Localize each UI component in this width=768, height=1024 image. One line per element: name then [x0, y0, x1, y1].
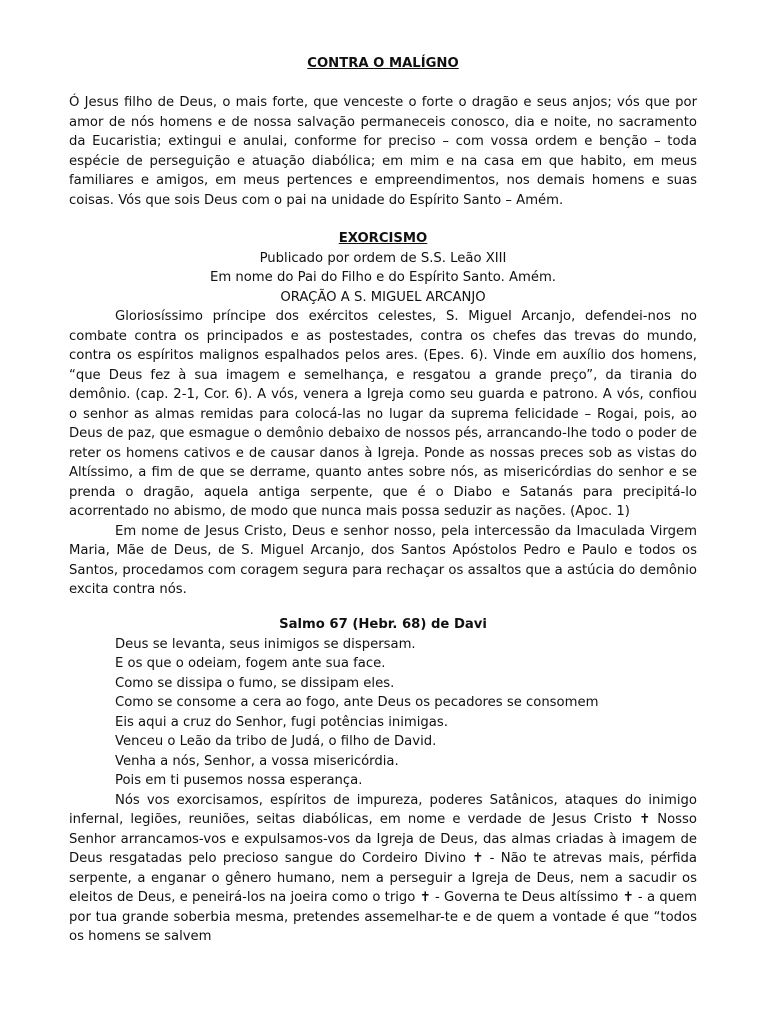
subtitle-published: Publicado por ordem de S.S. Leão XIII — [259, 250, 507, 266]
oracao-paragraph: Gloriosíssimo príncipe dos exércitos celestes, S. Miguel Arcanjo, defendei-nos no combate contra os principados e as postestades, contra os chefes das trevas do mundo, contra os espíritos malignos espalhados pelos ares. (Epes. 6). Vinde em auxílio dos homens, “que Deus fez à sua imagem e semelhança, e resgatou a grande preço”, da tirania do demônio. (cap. 2-1, Cor. 6). A vós, venera a Igreja como seu guarda e patrono. A vós, confiou o senhor as almas remidas para colocá-las no lugar da suprema felicidade – Rogai, pois, ao Deus de paz, que esmague o demônio debaixo de nossos pés, arrancando-lhe todo o poder de reter os homens cativos e de causar danos à Igreja. Ponde as nossas preces sob as vistas do Altíssimo, a fim de que se derrame, quanto antes sobre nós, as misericórdias do senhor e se prenda o dragão, aquela antiga serpente, que é o Diabo e Satanás para precipitá-lo acorrentado no abismo, de modo que nunca mais possa seduzir as nações. (Apoc. 1) — [69, 309, 697, 519]
psalm-verse: Deus se levanta, seus inimigos se dispersam. — [115, 636, 416, 652]
psalm-verse: Como se dissipa o fumo, se dissipam eles. — [115, 675, 395, 691]
section-exorcismo — [69, 229, 697, 600]
section-contra-o-maligno — [69, 93, 697, 210]
psalm-verse: Como se consome a cera ao fogo, ante Deus os pecadores se consomem — [115, 695, 599, 710]
exorcism-paragraph: Nós vos exorcisamos, espíritos de impureza, poderes Satânicos, ataques do inimigo infernal, legiões, reuniões, seitas diabólicas, em nome e verdade de Jesus Cristo ✝ Nosso Senhor arrancamos-vos e expulsamos-vos da Igreja de Deus, das almas criadas à imagem de Deus resgatadas pelo precioso sangue do Cordeiro Divino ✝ - Não te atrevas mais, pérfida serpente, a enganar o gênero humano, nem a perseguir a Igreja de Deus, nem a sacudir os eleitos de Deus, e peneirá-los na joeira como o trigo ✝ - Governa te Deus altíssimo ✝ - a quem por tua grande soberbia mesma, pretendes assemelhar-te e de quem a vontade é que “todos os homens se salvem — [69, 792, 697, 944]
section-salmo — [69, 615, 697, 947]
prayer-paragraph: Ó Jesus filho de Deus, o mais forte, que venceste o forte o dragão e seus anjos; vós que por amor de nós homens e de nossa salvação permaneceis conosco, dia e noite, no sacramento da Eucaristia; extingui e anulai, conforme for preciso – com vossa ordem e benção – toda espécie de perseguição e atuação diabólica; em mim e na casa em que habito, em meus familiares e amigos, em meus pertences e empreendimentos, nos demais homens e suas coisas. Vós que sois Deus com o pai na unidade do Espírito Santo – Amém. — [69, 95, 697, 208]
section-title-exorcismo: EXORCISMO — [338, 231, 428, 246]
section-title-salmo: Salmo 67 (Hebr. 68) de Davi — [279, 617, 487, 632]
psalm-verse: E os que o odeiam, fogem ante sua face. — [115, 656, 386, 671]
psalm-verse: Venceu o Leão da tribo de Judá, o filho de David. — [115, 734, 437, 749]
psalm-verse: Eis aqui a cruz do Senhor, fugi potências inimigas. — [115, 714, 448, 730]
psalm-verse: Venha a nós, Senhor, a vossa misericórdia. — [115, 753, 399, 769]
subtitle-invocation: Em nome do Pai do Filho e do Espírito Santo. Amém. — [210, 270, 556, 285]
psalm-verse: Pois em ti pusemos nossa esperança. — [115, 773, 363, 788]
section-title-contra-o-maligno: CONTRA O MALÍGNO — [307, 56, 459, 71]
subtitle-oracao: ORAÇÃO A S. MIGUEL ARCANJO — [280, 289, 486, 305]
intercession-paragraph: Em nome de Jesus Cristo, Deus e senhor nosso, pela intercessão da Imaculada Virgem Maria, Mãe de Deus, de S. Miguel Arcanjo, dos Santos Apóstolos Pedro e Paulo e todos os Santos, procedamos com coragem segura para rechaçar os assaltos que a astúcia do demônio excita contra nós. — [69, 523, 697, 597]
